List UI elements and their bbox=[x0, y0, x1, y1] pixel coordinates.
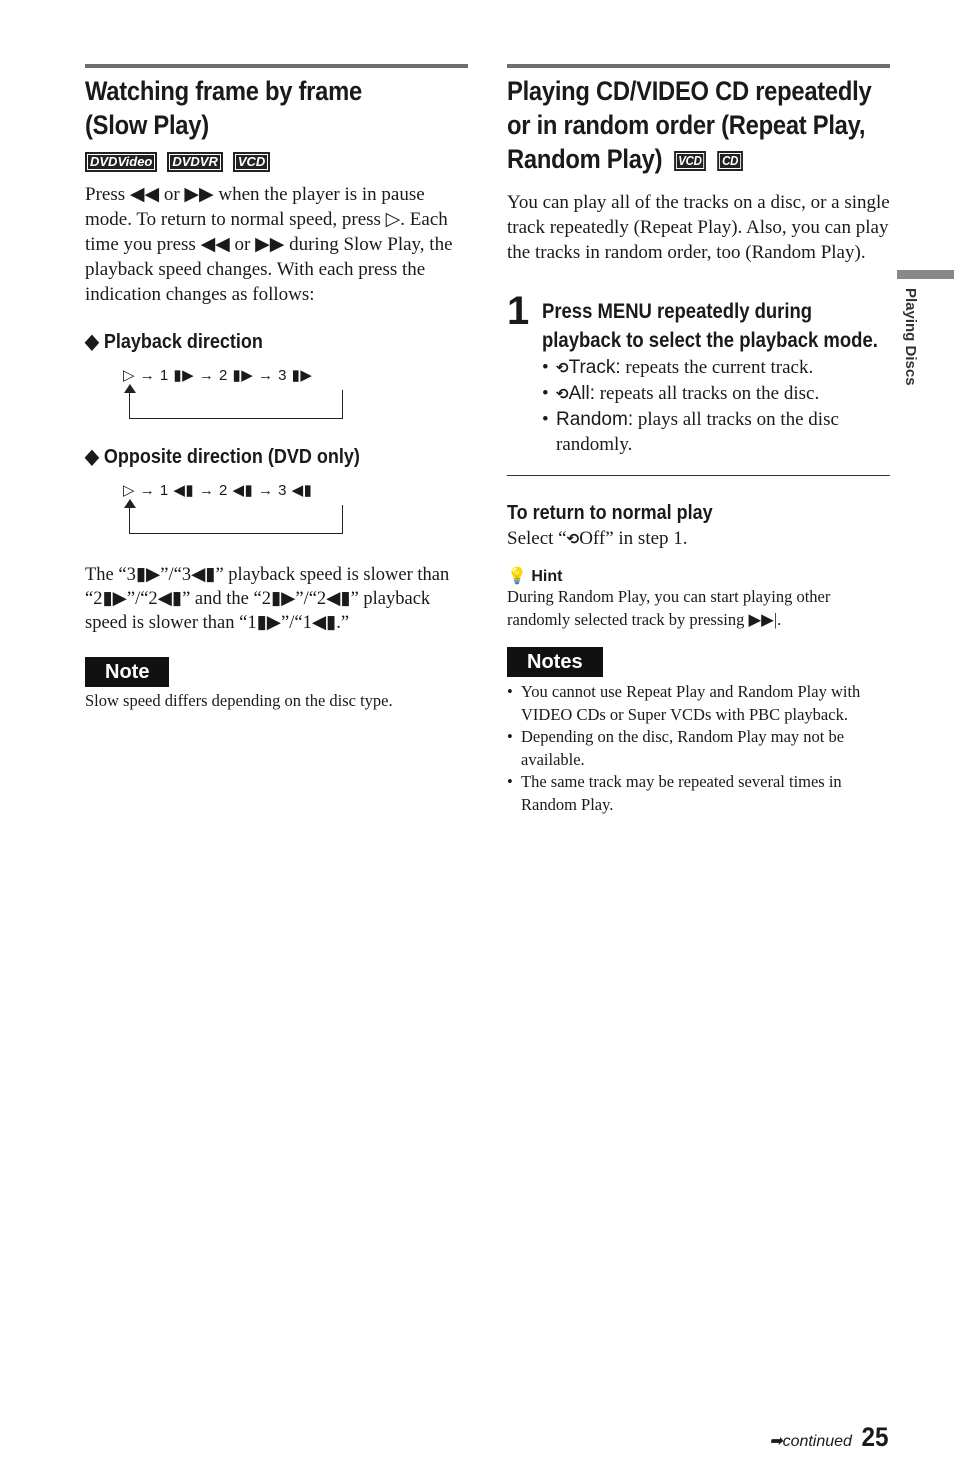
continued-label: ➡continued bbox=[769, 1433, 852, 1450]
speed-paragraph: The “3▮▶”/“3◀▮” playback speed is slower than “2▮▶”/“2◀▮” and the “2▮▶”/“2◀▮” playback speed is slower than “1▮▶”/“1◀▮.” bbox=[85, 565, 450, 633]
section-rule bbox=[507, 64, 890, 68]
list-item: • The same track may be repeated several times in Random Play. bbox=[507, 771, 890, 816]
step-1 bbox=[507, 289, 890, 457]
arrowhead-icon bbox=[124, 384, 136, 393]
list-item bbox=[542, 355, 890, 381]
title-line: (Slow Play) bbox=[85, 110, 209, 140]
side-tab-marker bbox=[897, 270, 954, 279]
cd-badge: CD bbox=[718, 151, 743, 171]
option-label: Random: bbox=[556, 409, 634, 430]
mode-options-list bbox=[542, 355, 890, 457]
hint-label: Hint bbox=[531, 568, 563, 585]
repeat-icon: ⟲ bbox=[556, 385, 569, 403]
return-text-pre: Select “ bbox=[507, 528, 567, 549]
left-column bbox=[85, 64, 468, 713]
opposite-direction-heading: ◆ Opposite direction (DVD only) bbox=[85, 446, 360, 468]
loop-arrow bbox=[129, 390, 343, 419]
section-title bbox=[507, 74, 872, 176]
repeat-icon: ⟲ bbox=[556, 359, 569, 377]
arrowhead-icon bbox=[124, 499, 136, 508]
sequence-line: ▷ → 1 ◀▮ → 2 ◀▮ → 3 ◀▮ bbox=[123, 482, 313, 499]
list-item: • You cannot use Repeat Play and Random Play with VIDEO CDs or Super VCDs with PBC playback. bbox=[507, 681, 890, 726]
note-box bbox=[85, 657, 468, 687]
lightbulb-icon: 💡 bbox=[507, 566, 527, 585]
title-text: Random Play) bbox=[507, 144, 663, 174]
step-instruction-line: Press MENU repeatedly during bbox=[542, 300, 813, 323]
section-title bbox=[85, 74, 422, 142]
title-line: or in random order (Repeat Play, bbox=[507, 110, 866, 140]
step-instruction-line: playback to select the playback mode. bbox=[542, 329, 878, 352]
notes-label: Notes bbox=[507, 647, 603, 677]
return-text bbox=[507, 526, 890, 552]
hint-text: During Random Play, you can start playing other randomly selected track by pressing ▶▶|. bbox=[507, 587, 831, 629]
option-text: repeats the current track. bbox=[620, 357, 814, 378]
vcd-badge: VCD bbox=[233, 152, 270, 172]
notes-box bbox=[507, 647, 890, 677]
playback-direction-heading: ◆ Playback direction bbox=[85, 331, 263, 353]
option-text: plays all tracks on the disc randomly. bbox=[556, 409, 839, 455]
step-number: 1 bbox=[507, 289, 530, 333]
option-text: repeats all tracks on the disc. bbox=[594, 383, 820, 404]
option-label: All: bbox=[568, 383, 595, 404]
vcd-badge: VCD bbox=[674, 151, 706, 171]
option-label: Track: bbox=[568, 357, 621, 378]
notes-list bbox=[507, 681, 890, 816]
note-text: Slow speed differs depending on the disc type. bbox=[85, 691, 393, 710]
intro-paragraph: Press ◀◀ or ▶▶ when the player is in pause mode. To return to normal speed, press ▷. Each time you press ◀◀ or ▶▶ during Slow Play, the playback speed changes. With each press the indication changes as follows: bbox=[85, 184, 453, 305]
title-line: Watching frame by frame bbox=[85, 76, 362, 106]
page-number: 25 bbox=[861, 1422, 889, 1452]
divider bbox=[507, 475, 890, 476]
dvd-vr-badge: DVDVR bbox=[167, 152, 223, 172]
title-line bbox=[507, 142, 844, 176]
repeat-icon: ⟲ bbox=[566, 530, 580, 548]
list-item bbox=[542, 381, 890, 407]
return-text-post: Off” in step 1. bbox=[579, 528, 688, 549]
note-label: Note bbox=[85, 657, 169, 687]
page-footer bbox=[769, 1422, 890, 1453]
list-item: • Depending on the disc, Random Play may not be available. bbox=[507, 726, 890, 771]
hint-heading bbox=[507, 566, 890, 586]
disc-badges bbox=[85, 152, 468, 174]
right-column bbox=[507, 64, 890, 816]
dvd-video-badge: DVDVideo bbox=[85, 152, 157, 172]
return-heading: To return to normal play bbox=[507, 502, 713, 524]
sequence-line: ▷ → 1 ▮▶ → 2 ▮▶ → 3 ▮▶ bbox=[123, 367, 313, 384]
playback-sequence-diagram bbox=[123, 366, 468, 426]
list-item bbox=[542, 407, 890, 457]
loop-arrow bbox=[129, 505, 343, 534]
section-rule bbox=[85, 64, 468, 68]
intro-paragraph: You can play all of the tracks on a disc, or a single track repeatedly (Repeat Play). Also, you can play the tracks in random order, too (Random Play). bbox=[507, 192, 890, 263]
side-section-label: Playing Discs bbox=[902, 288, 919, 386]
title-line: Playing CD/VIDEO CD repeatedly bbox=[507, 76, 872, 106]
opposite-sequence-diagram bbox=[123, 481, 468, 541]
